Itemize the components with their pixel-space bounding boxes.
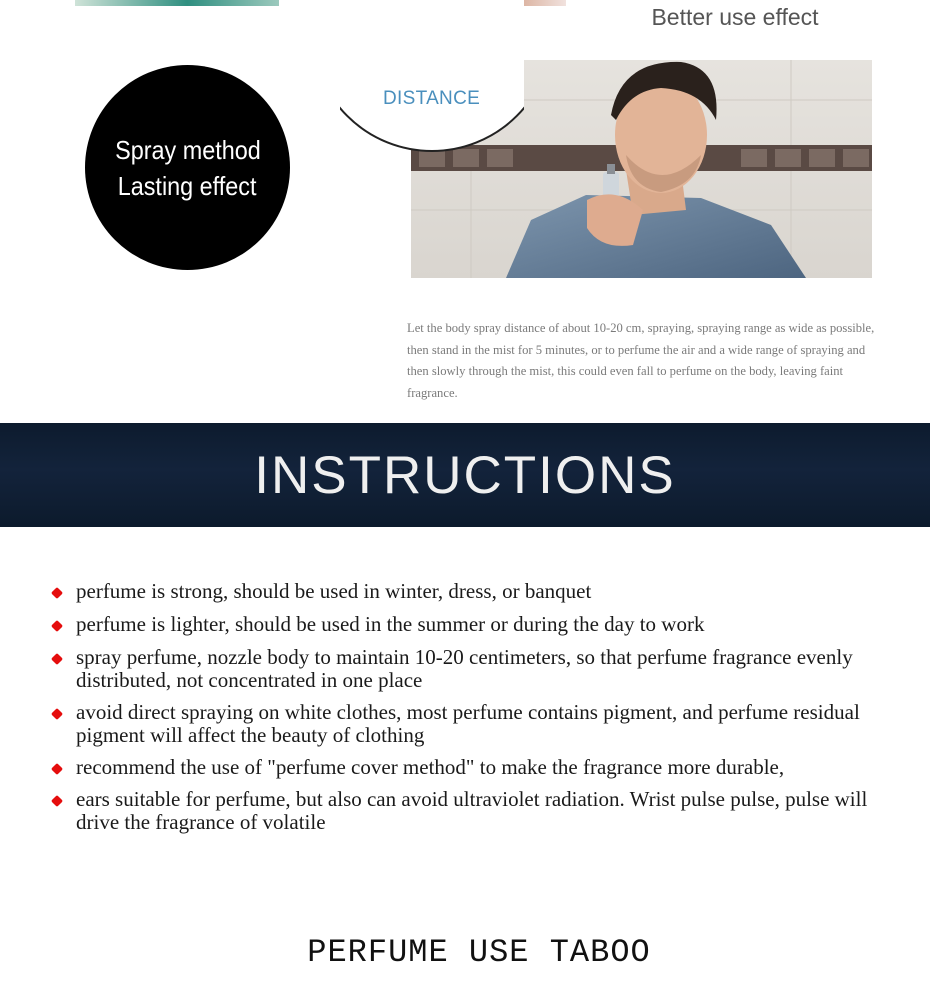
list-item bbox=[52, 701, 912, 747]
red-diamond-bullet-icon bbox=[51, 708, 63, 720]
list-item bbox=[52, 756, 912, 779]
instruction-text: ears suitable for perfume, but also can avoid ultraviolet radiation. Wrist pulse pulse, pulse will drive the fragrance of volatile bbox=[76, 787, 868, 834]
red-diamond-bullet-icon bbox=[51, 620, 63, 632]
distance-label: DISTANCE bbox=[383, 88, 481, 109]
instructions-list bbox=[52, 580, 912, 834]
perfume-use-taboo-heading: PERFUME USE TABOO bbox=[307, 934, 651, 971]
better-use-effect-text: Better use effect bbox=[651, 4, 819, 30]
circle-line-2: Lasting effect bbox=[118, 170, 257, 201]
list-item bbox=[52, 788, 912, 834]
red-diamond-bullet-icon bbox=[51, 795, 63, 807]
list-item bbox=[52, 646, 912, 692]
spray-distance-description: Let the body spray distance of about 10-20 cm, spraying, spraying range as wide as possible, then stand in the mist for 5 minutes, or to perfume the air and a wide range of spraying and then slowly through the mist, this could even fall to perfume on the body, leaving faint fragrance. bbox=[407, 321, 875, 401]
list-item bbox=[52, 613, 912, 636]
list-item bbox=[52, 580, 912, 603]
instruction-text: recommend the use of "perfume cover method" to make the fragrance more durable, bbox=[76, 755, 785, 779]
instructions-heading: INSTRUCTIONS bbox=[254, 446, 676, 505]
red-diamond-bullet-icon bbox=[51, 653, 63, 665]
instruction-text: perfume is lighter, should be used in the summer or during the day to work bbox=[76, 612, 705, 636]
spray-method-circle bbox=[85, 65, 290, 270]
instruction-text: spray perfume, nozzle body to maintain 10-20 centimeters, so that perfume fragrance evenly distributed, not concentrated in one place bbox=[76, 645, 853, 692]
circle-line-1: Spray method bbox=[114, 134, 261, 165]
instruction-text: avoid direct spraying on white clothes, most perfume contains pigment, and perfume residual pigment will affect the beauty of clothing bbox=[76, 700, 860, 747]
distance-arc-decoration bbox=[340, 0, 524, 154]
instructions-banner bbox=[0, 423, 930, 527]
top-photo-left bbox=[75, 0, 279, 6]
red-diamond-bullet-icon bbox=[51, 763, 63, 775]
red-diamond-bullet-icon bbox=[51, 587, 63, 599]
instruction-text: perfume is strong, should be used in winter, dress, or banquet bbox=[76, 579, 592, 603]
